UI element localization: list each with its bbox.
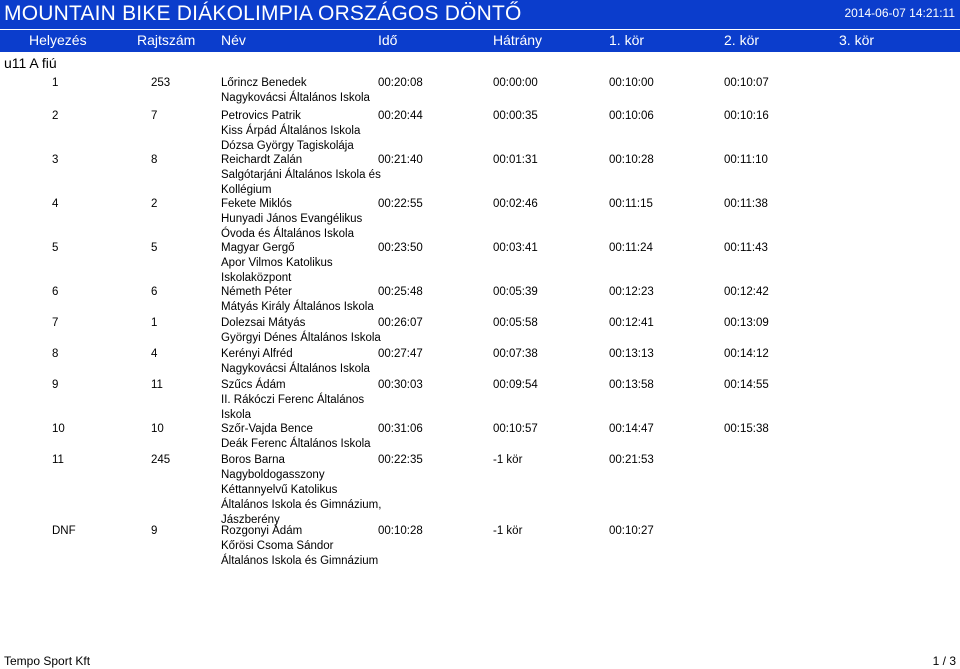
behind-cell: 00:02:46 [493, 198, 538, 210]
bib-cell: 1 [151, 317, 158, 329]
athlete-name: Petrovics Patrik [221, 110, 301, 122]
school-name-line: Deák Ferenc Általános Iskola [221, 438, 371, 450]
school-name-line: Iskola [221, 409, 252, 421]
behind-cell: 00:00:00 [493, 77, 538, 89]
column-header-row [0, 29, 960, 52]
name-school-cell [221, 76, 370, 106]
school-name-line: Hunyadi János Evangélikus [221, 213, 363, 225]
lap1-cell: 00:12:23 [609, 286, 654, 298]
time-cell: 00:30:03 [378, 379, 423, 391]
time-cell: 00:31:06 [378, 423, 423, 435]
bib-cell: 11 [151, 379, 163, 391]
name-school-cell [221, 524, 378, 569]
column-header-time: Idő [378, 32, 398, 48]
athlete-name: Boros Barna [221, 454, 285, 466]
column-header-lap3: 3. kör [839, 32, 875, 48]
behind-cell: 00:07:38 [493, 348, 538, 360]
place-cell: 7 [52, 317, 59, 329]
place-cell: 8 [52, 348, 59, 360]
bib-cell: 9 [151, 525, 158, 537]
place-cell: 3 [52, 154, 59, 166]
behind-cell: 00:05:39 [493, 286, 538, 298]
time-cell: 00:10:28 [378, 525, 423, 537]
school-name-line: Kiss Árpád Általános Iskola [221, 125, 361, 137]
name-school-cell [221, 241, 333, 286]
time-cell: 00:22:55 [378, 198, 423, 210]
lap1-cell: 00:10:27 [609, 525, 654, 537]
bib-cell: 2 [151, 198, 158, 210]
column-header-lap1: 1. kör [609, 32, 645, 48]
column-header-behind: Hátrány [493, 32, 543, 48]
time-cell: 00:20:44 [378, 110, 423, 122]
name-school-cell [221, 285, 374, 315]
footer-page-number: 1 / 3 [932, 654, 956, 668]
place-cell: 5 [52, 242, 59, 254]
school-name-line: Kéttannyelvű Katolikus [221, 484, 338, 496]
bib-cell: 253 [151, 77, 171, 89]
time-cell: 00:21:40 [378, 154, 423, 166]
bib-cell: 8 [151, 154, 158, 166]
lap1-cell: 00:13:58 [609, 379, 654, 391]
school-name-line: Mátyás Király Általános Iskola [221, 301, 374, 313]
behind-cell: -1 kör [493, 525, 523, 537]
bib-cell: 10 [151, 423, 164, 435]
school-name-line: Nagykovácsi Általános Iskola [221, 363, 370, 375]
lap2-cell: 00:11:10 [724, 154, 768, 166]
name-school-cell [221, 453, 381, 528]
lap1-cell: 00:14:47 [609, 423, 654, 435]
time-cell: 00:20:08 [378, 77, 423, 89]
athlete-name: Rozgonyi Ádám [221, 525, 303, 537]
bib-cell: 5 [151, 242, 158, 254]
title-bar [0, 0, 960, 29]
school-name-line: Nagyboldogasszony [221, 469, 325, 481]
name-school-cell [221, 378, 364, 423]
place-cell: 4 [52, 198, 59, 210]
column-header-name: Név [221, 32, 246, 48]
name-school-cell [221, 197, 362, 242]
lap2-cell: 00:10:16 [724, 110, 769, 122]
place-cell: 10 [52, 423, 65, 435]
behind-cell: -1 kör [493, 454, 523, 466]
school-name-line: Általános Iskola és Gimnázium [221, 555, 379, 567]
school-name-line: II. Rákóczi Ferenc Általános [221, 394, 365, 406]
place-cell: 2 [52, 110, 59, 122]
page-title: MOUNTAIN BIKE DIÁKOLIMPIA ORSZÁGOS DÖNTŐ [4, 2, 522, 25]
bib-cell: 4 [151, 348, 158, 360]
place-cell: DNF [52, 525, 76, 537]
behind-cell: 00:05:58 [493, 317, 538, 329]
lap1-cell: 00:13:13 [609, 348, 654, 360]
category-heading: u11 A fiú [4, 55, 57, 71]
place-cell: 9 [52, 379, 59, 391]
lap2-cell: 00:14:55 [724, 379, 769, 391]
athlete-name: Lőrincz Benedek [221, 77, 307, 89]
name-school-cell [221, 422, 371, 452]
lap1-cell: 00:11:15 [609, 198, 653, 210]
lap2-cell: 00:13:09 [724, 317, 769, 329]
behind-cell: 00:03:41 [493, 242, 538, 254]
school-name-line: Dózsa György Tagiskolája [221, 140, 354, 152]
behind-cell: 00:09:54 [493, 379, 538, 391]
lap2-cell: 00:10:07 [724, 77, 769, 89]
name-school-cell [221, 109, 360, 154]
place-cell: 6 [52, 286, 59, 298]
school-name-line: Iskolaközpont [221, 272, 292, 284]
lap2-cell: 00:11:38 [724, 198, 768, 210]
school-name-line: Általános Iskola és Gimnázium, [221, 499, 382, 511]
place-cell: 1 [52, 77, 59, 89]
bib-cell: 245 [151, 454, 171, 466]
footer-company: Tempo Sport Kft [4, 654, 91, 668]
name-school-cell [221, 316, 381, 346]
behind-cell: 00:10:57 [493, 423, 538, 435]
behind-cell: 00:00:35 [493, 110, 538, 122]
lap1-cell: 00:21:53 [609, 454, 654, 466]
lap2-cell: 00:12:42 [724, 286, 769, 298]
school-name-line: Györgyi Dénes Általános Iskola [221, 332, 381, 344]
lap1-cell: 00:10:06 [609, 110, 654, 122]
lap2-cell: 00:11:43 [724, 242, 768, 254]
place-cell: 11 [52, 454, 64, 466]
school-name-line: Óvoda és Általános Iskola [221, 228, 354, 240]
school-name-line: Jászberény [221, 514, 280, 526]
time-cell: 00:22:35 [378, 454, 423, 466]
column-header-lap2: 2. kör [724, 32, 760, 48]
school-name-line: Apor Vilmos Katolikus [221, 257, 333, 269]
school-name-line: Kőrösi Csoma Sándor [221, 540, 334, 552]
time-cell: 00:27:47 [378, 348, 423, 360]
lap2-cell: 00:15:38 [724, 423, 769, 435]
athlete-name: Szőr-Vajda Bence [221, 423, 313, 435]
bib-cell: 6 [151, 286, 158, 298]
lap1-cell: 00:10:00 [609, 77, 654, 89]
name-school-cell [221, 153, 381, 198]
time-cell: 00:26:07 [378, 317, 423, 329]
name-school-cell [221, 347, 370, 377]
school-name-line: Nagykovácsi Általános Iskola [221, 92, 370, 104]
athlete-name: Kerényi Alfréd [221, 348, 293, 360]
column-header-bib: Rajtszám [137, 32, 196, 48]
time-cell: 00:25:48 [378, 286, 423, 298]
behind-cell: 00:01:31 [493, 154, 538, 166]
athlete-name: Németh Péter [221, 286, 292, 298]
lap1-cell: 00:10:28 [609, 154, 654, 166]
print-timestamp: 2014-06-07 14:21:11 [844, 6, 955, 20]
column-header-place: Helyezés [29, 32, 87, 48]
athlete-name: Dolezsai Mátyás [221, 317, 306, 329]
athlete-name: Reichardt Zalán [221, 154, 303, 166]
athlete-name: Magyar Gergő [221, 242, 295, 254]
school-name-line: Kollégium [221, 184, 272, 196]
athlete-name: Szűcs Ádám [221, 379, 286, 391]
time-cell: 00:23:50 [378, 242, 423, 254]
lap1-cell: 00:11:24 [609, 242, 653, 254]
lap2-cell: 00:14:12 [724, 348, 769, 360]
lap1-cell: 00:12:41 [609, 317, 654, 329]
bib-cell: 7 [151, 110, 158, 122]
athlete-name: Fekete Miklós [221, 198, 292, 210]
school-name-line: Salgótarjáni Általános Iskola és [221, 169, 381, 181]
